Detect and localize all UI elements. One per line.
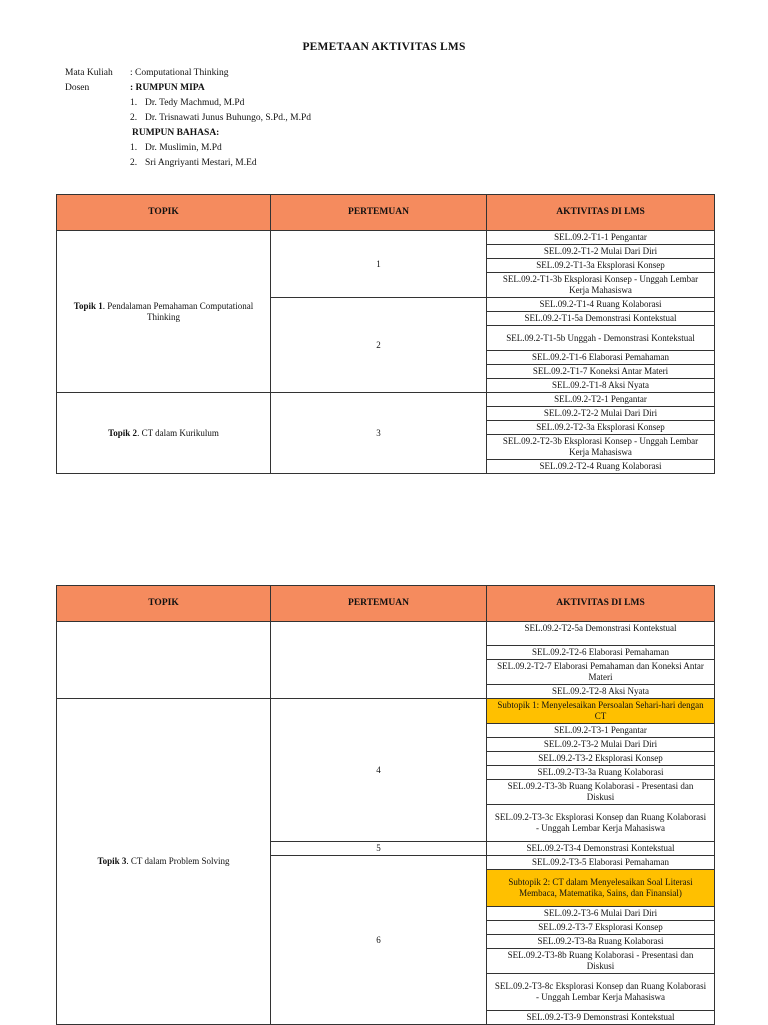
header-topik: TOPIK <box>57 195 271 231</box>
activity-cell: SEL.09.2-T2-3a Eksplorasi Konsep <box>487 421 715 435</box>
activity-cell: SEL.09.2-T1-2 Mulai Dari Diri <box>487 245 715 259</box>
activity-cell: SEL.09.2-T3-8c Eksplorasi Konsep dan Ruang Kolaborasi - Unggah Lembar Kerja Mahasiswa <box>487 974 715 1011</box>
meeting-cell: 5 <box>271 842 487 856</box>
lecturer-name: Sri Angriyanti Mestari, M.Ed <box>145 158 257 168</box>
meeting-cell: 2 <box>271 298 487 393</box>
activity-cell: SEL.09.2-T1-7 Koneksi Antar Materi <box>487 365 715 379</box>
activity-cell: SEL.09.2-T3-3c Eksplorasi Konsep dan Ruang Kolaborasi - Unggah Lembar Kerja Mahasiswa <box>487 805 715 842</box>
meeting-cell: 4 <box>271 699 487 842</box>
activity-cell: SEL.09.2-T2-1 Pengantar <box>487 393 715 407</box>
activity-cell: SEL.09.2-T3-7 Eksplorasi Konsep <box>487 921 715 935</box>
activity-cell: SEL.09.2-T1-3a Eksplorasi Konsep <box>487 259 715 273</box>
topic-cell-empty <box>57 622 271 699</box>
mata-kuliah-label: Mata Kuliah <box>65 68 113 78</box>
activity-cell: SEL.09.2-T1-5b Unggah - Demonstrasi Kontekstual <box>487 326 715 351</box>
header-topik: TOPIK <box>57 586 271 622</box>
activity-cell: SEL.09.2-T3-8b Ruang Kolaborasi - Presentasi dan Diskusi <box>487 949 715 974</box>
topic-cell: Topik 1. Pendalaman Pemahaman Computational Thinking <box>57 231 271 393</box>
course-info <box>65 66 311 171</box>
activity-cell: SEL.09.2-T1-5a Demonstrasi Kontekstual <box>487 312 715 326</box>
activity-cell: SEL.09.2-T3-9 Demonstrasi Kontekstual <box>487 1011 715 1025</box>
subtopic-cell: Subtopik 2: CT dalam Menyelesaikan Soal Literasi Membaca, Matematika, Sains, dan Finansial) <box>487 870 715 907</box>
dosen-group-mipa: : RUMPUN MIPA <box>130 83 205 93</box>
activity-cell: SEL.09.2-T2-7 Elaborasi Pemahaman dan Koneksi Antar Materi <box>487 660 715 685</box>
header-aktivitas: AKTIVITAS DI LMS <box>487 195 715 231</box>
activity-cell: SEL.09.2-T2-2 Mulai Dari Diri <box>487 407 715 421</box>
activity-cell: SEL.09.2-T3-3a Ruang Kolaborasi <box>487 766 715 780</box>
meeting-cell: 1 <box>271 231 487 298</box>
activity-cell: SEL.09.2-T3-1 Pengantar <box>487 724 715 738</box>
lecturer-name: Dr. Tedy Machmud, M.Pd <box>145 98 245 108</box>
activity-cell: SEL.09.2-T2-8 Aksi Nyata <box>487 685 715 699</box>
activity-cell: SEL.09.2-T3-4 Demonstrasi Kontekstual <box>487 842 715 856</box>
header-aktivitas: AKTIVITAS DI LMS <box>487 586 715 622</box>
activity-cell: SEL.09.2-T1-1 Pengantar <box>487 231 715 245</box>
activity-cell: SEL.09.2-T1-3b Eksplorasi Konsep - Unggah Lembar Kerja Mahasiswa <box>487 273 715 298</box>
activity-cell: SEL.09.2-T3-5 Elaborasi Pemahaman <box>487 856 715 870</box>
dosen-group-bahasa: RUMPUN BAHASA: <box>132 128 220 138</box>
lecturer-number: 2. <box>130 113 138 123</box>
meeting-cell: 6 <box>271 856 487 1025</box>
meeting-cell-empty <box>271 622 487 699</box>
mata-kuliah-value: : Computational Thinking <box>130 68 229 78</box>
lecturer-name: Dr. Trisnawati Junus Buhungo, S.Pd., M.Pd <box>145 113 312 123</box>
activity-cell: SEL.09.2-T2-6 Elaborasi Pemahaman <box>487 646 715 660</box>
header-pertemuan: PERTEMUAN <box>271 195 487 231</box>
lecturer-number: 2. <box>130 158 138 168</box>
activity-cell: SEL.09.2-T2-4 Ruang Kolaborasi <box>487 460 715 474</box>
activity-cell: SEL.09.2-T2-3b Eksplorasi Konsep - Unggah Lembar Kerja Mahasiswa <box>487 435 715 460</box>
meeting-cell: 3 <box>271 393 487 474</box>
activity-table-2 <box>56 585 715 1025</box>
activity-cell: SEL.09.2-T3-2 Mulai Dari Diri <box>487 738 715 752</box>
activity-table-1 <box>56 194 715 474</box>
activity-cell: SEL.09.2-T1-8 Aksi Nyata <box>487 379 715 393</box>
activity-cell: SEL.09.2-T2-5a Demonstrasi Kontekstual <box>487 622 715 646</box>
page-title: PEMETAAN AKTIVITAS LMS <box>302 41 466 53</box>
activity-cell: SEL.09.2-T3-2 Eksplorasi Konsep <box>487 752 715 766</box>
activity-cell: SEL.09.2-T3-8a Ruang Kolaborasi <box>487 935 715 949</box>
lecturer-number: 1. <box>130 98 138 108</box>
subtopic-cell: Subtopik 1: Menyelesaikan Persoalan Sehari-hari dengan CT <box>487 699 715 724</box>
activity-cell: SEL.09.2-T3-6 Mulai Dari Diri <box>487 907 715 921</box>
lecturer-name: Dr. Muslimin, M.Pd <box>145 143 222 153</box>
dosen-label: Dosen <box>65 83 90 93</box>
activity-cell: SEL.09.2-T1-4 Ruang Kolaborasi <box>487 298 715 312</box>
lecturer-number: 1. <box>130 143 138 153</box>
activity-cell: SEL.09.2-T3-3b Ruang Kolaborasi - Presentasi dan Diskusi <box>487 780 715 805</box>
topic-cell: Topik 2. CT dalam Kurikulum <box>57 393 271 474</box>
activity-cell: SEL.09.2-T1-6 Elaborasi Pemahaman <box>487 351 715 365</box>
topic-cell: Topik 3. CT dalam Problem Solving <box>57 699 271 1025</box>
header-pertemuan: PERTEMUAN <box>271 586 487 622</box>
